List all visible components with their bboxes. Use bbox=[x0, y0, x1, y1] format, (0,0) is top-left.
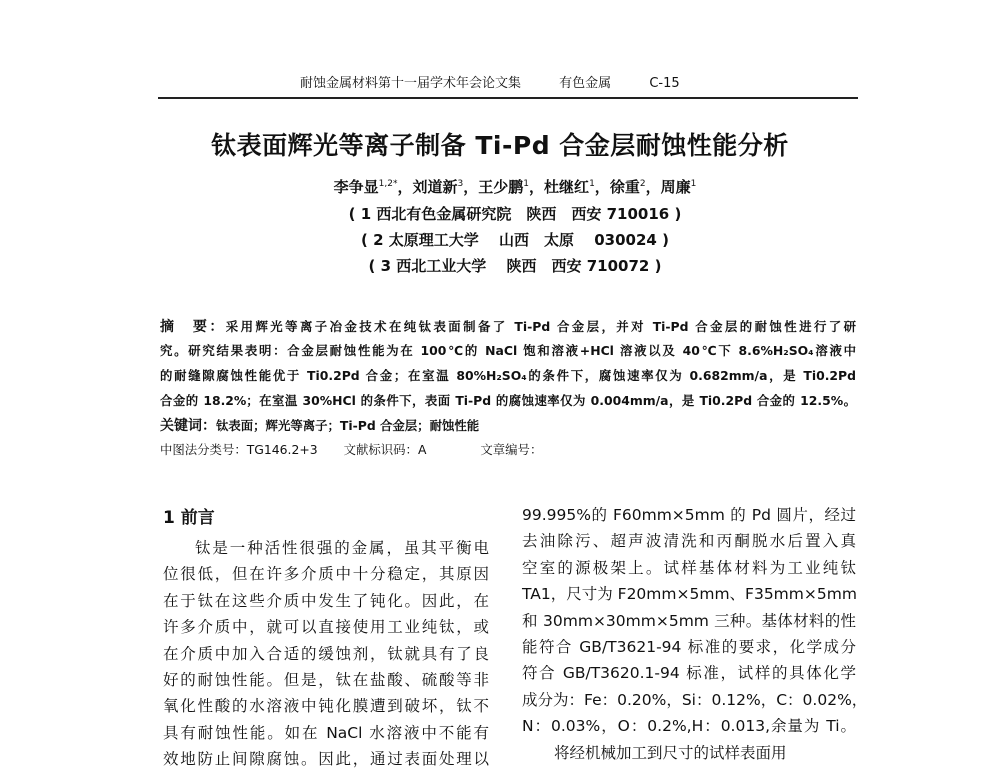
author: 周廉 bbox=[660, 178, 691, 196]
author-affiliation-mark: 1,2* bbox=[378, 179, 398, 189]
author: 王少鹏 bbox=[478, 178, 524, 196]
keywords bbox=[160, 415, 856, 435]
author: 杜继红 bbox=[544, 178, 590, 196]
running-header-section: 有色金属 bbox=[559, 76, 612, 91]
body-text-line: 成分为：Fe：0.20%，Si：0.12%，C：0.02%， bbox=[522, 690, 868, 709]
clc-label: 中图法分类号： bbox=[160, 442, 247, 457]
author-affiliation-mark: 1 bbox=[523, 179, 530, 189]
body-text-line: 在介质中加入合适的缓蚀剂，钛就具有了良 bbox=[163, 644, 489, 663]
doc-code-label: 文献标识码： bbox=[343, 442, 418, 457]
body-text-line: 许多介质中，就可以直接使用工业纯钛，或 bbox=[163, 618, 489, 637]
body-text-line: TA1，尺寸为 F20mm×5mm、F35mm×5mm bbox=[522, 585, 857, 604]
body-text-line: 具有耐蚀性能。如在 NaCl 水溶液中不能有 bbox=[163, 723, 489, 742]
keywords-value: 钛表面；辉光等离子；Ti-Pd 合金层；耐蚀性能 bbox=[216, 418, 480, 433]
abstract-line bbox=[160, 316, 856, 336]
running-header-journal: 耐蚀金属材料第十一届学术年会论文集 bbox=[300, 76, 522, 91]
body-text-line: 能符合 GB/T3621-94 标准的要求，化学成分 bbox=[522, 638, 856, 656]
abstract-text: 采用辉光等离子冶金技术在纯钛表面制备了 Ti-Pd 合金层，并对 Ti-Pd 合金层的耐蚀性进行了研 bbox=[225, 319, 857, 334]
author-affiliation-mark: 3 bbox=[457, 179, 464, 189]
body-text-line: 符合 GB/T3620.1-94 标准，试样的具体化学 bbox=[522, 664, 856, 683]
body-text-line: 氧化性酸的水溶液中钝化膜遭到破坏，钛不 bbox=[163, 697, 489, 716]
author-affiliation-mark: 1 bbox=[589, 179, 595, 189]
header-rule bbox=[158, 97, 858, 99]
abstract-line: 究。研究结果表明：合金层耐蚀性能为在 100℃的 NaCl 饱和溶液+HCl 溶液以及 40℃下 8.6%H₂SO₄溶液中 bbox=[160, 343, 856, 358]
author-list bbox=[0, 176, 1000, 197]
abstract-line: 合金的 18.2%；在室温 30%HCl 的条件下，表面 Ti-Pd 的腐蚀速率仅为 0.004mm/a，是 Ti0.2Pd 合金的 12.5%。 bbox=[160, 393, 856, 408]
body-text-line: 空室的源极架上。试样基体材料为工业纯钛 bbox=[522, 558, 856, 577]
doc-code-value: A bbox=[417, 442, 427, 457]
author: 徐重 bbox=[609, 178, 640, 196]
author: 李争显 bbox=[333, 178, 379, 196]
body-text-line: 好的耐蚀性能。但是，钛在盐酸、硫酸等非 bbox=[163, 671, 489, 689]
body-text-line: 去油除污、超声波清洗和丙酮脱水后置入真 bbox=[522, 532, 856, 551]
author-affiliation-mark: 1 bbox=[690, 179, 697, 189]
section-heading: 1 前言 bbox=[163, 508, 215, 528]
running-header bbox=[300, 72, 714, 91]
abstract-label: 摘 要： bbox=[160, 319, 226, 335]
keywords-label: 关键词： bbox=[160, 418, 216, 434]
body-text-line: 在于钛在这些介质中发生了钝化。因此，在 bbox=[163, 591, 489, 610]
clc-value: TG146.2+3 bbox=[246, 442, 318, 457]
author-affiliation-mark: 2 bbox=[639, 179, 646, 189]
affiliation-1: ( 1 西北有色金属研究院 陕西 西安 710016 ) bbox=[348, 205, 682, 223]
body-text-line: 将经机械加工到尺寸的试样表面用 bbox=[554, 743, 787, 762]
classification bbox=[160, 440, 856, 458]
affiliation-3: ( 3 西北工业大学 陕西 西安 710072 ) bbox=[368, 257, 662, 275]
article-number-label: 文章编号： bbox=[480, 442, 543, 457]
running-header-page: C-15 bbox=[649, 76, 680, 91]
body-text-line: 99.995%的 F60mm×5mm 的 Pd 圆片，经过 bbox=[522, 506, 856, 524]
affiliation-2: ( 2 太原理工大学 山西 太原 030024 ) bbox=[361, 231, 669, 249]
body-text-line: 位很低，但在许多介质中十分稳定，其原因 bbox=[163, 565, 489, 584]
paper-title: 钛表面辉光等离子制备 Ti-Pd 合金层耐蚀性能分析 bbox=[211, 131, 789, 160]
separator: ， bbox=[529, 178, 545, 196]
abstract-line: 的耐缝隙腐蚀性能优于 Ti0.2Pd 合金；在室温 80%H₂SO₄的条件下，腐蚀速率仅为 0.682mm/a，是 Ti0.2Pd bbox=[160, 368, 856, 383]
body-text-line: 效地防止间隙腐蚀。因此，通过表面处理以 bbox=[163, 750, 489, 769]
body-text-line: 钛是一种活性很强的金属，虽其平衡电 bbox=[195, 539, 489, 557]
separator: ， bbox=[463, 178, 479, 196]
author: 刘道新 bbox=[412, 178, 458, 196]
body-text-line: 和 30mm×30mm×5mm 三种。基体材料的性 bbox=[522, 611, 856, 630]
separator: ， bbox=[397, 178, 413, 196]
separator: ， bbox=[594, 178, 610, 196]
body-text-line: N：0.03%，O：0.2%,H：0.013,余量为 Ti。 bbox=[522, 717, 856, 736]
separator: ， bbox=[645, 178, 661, 196]
